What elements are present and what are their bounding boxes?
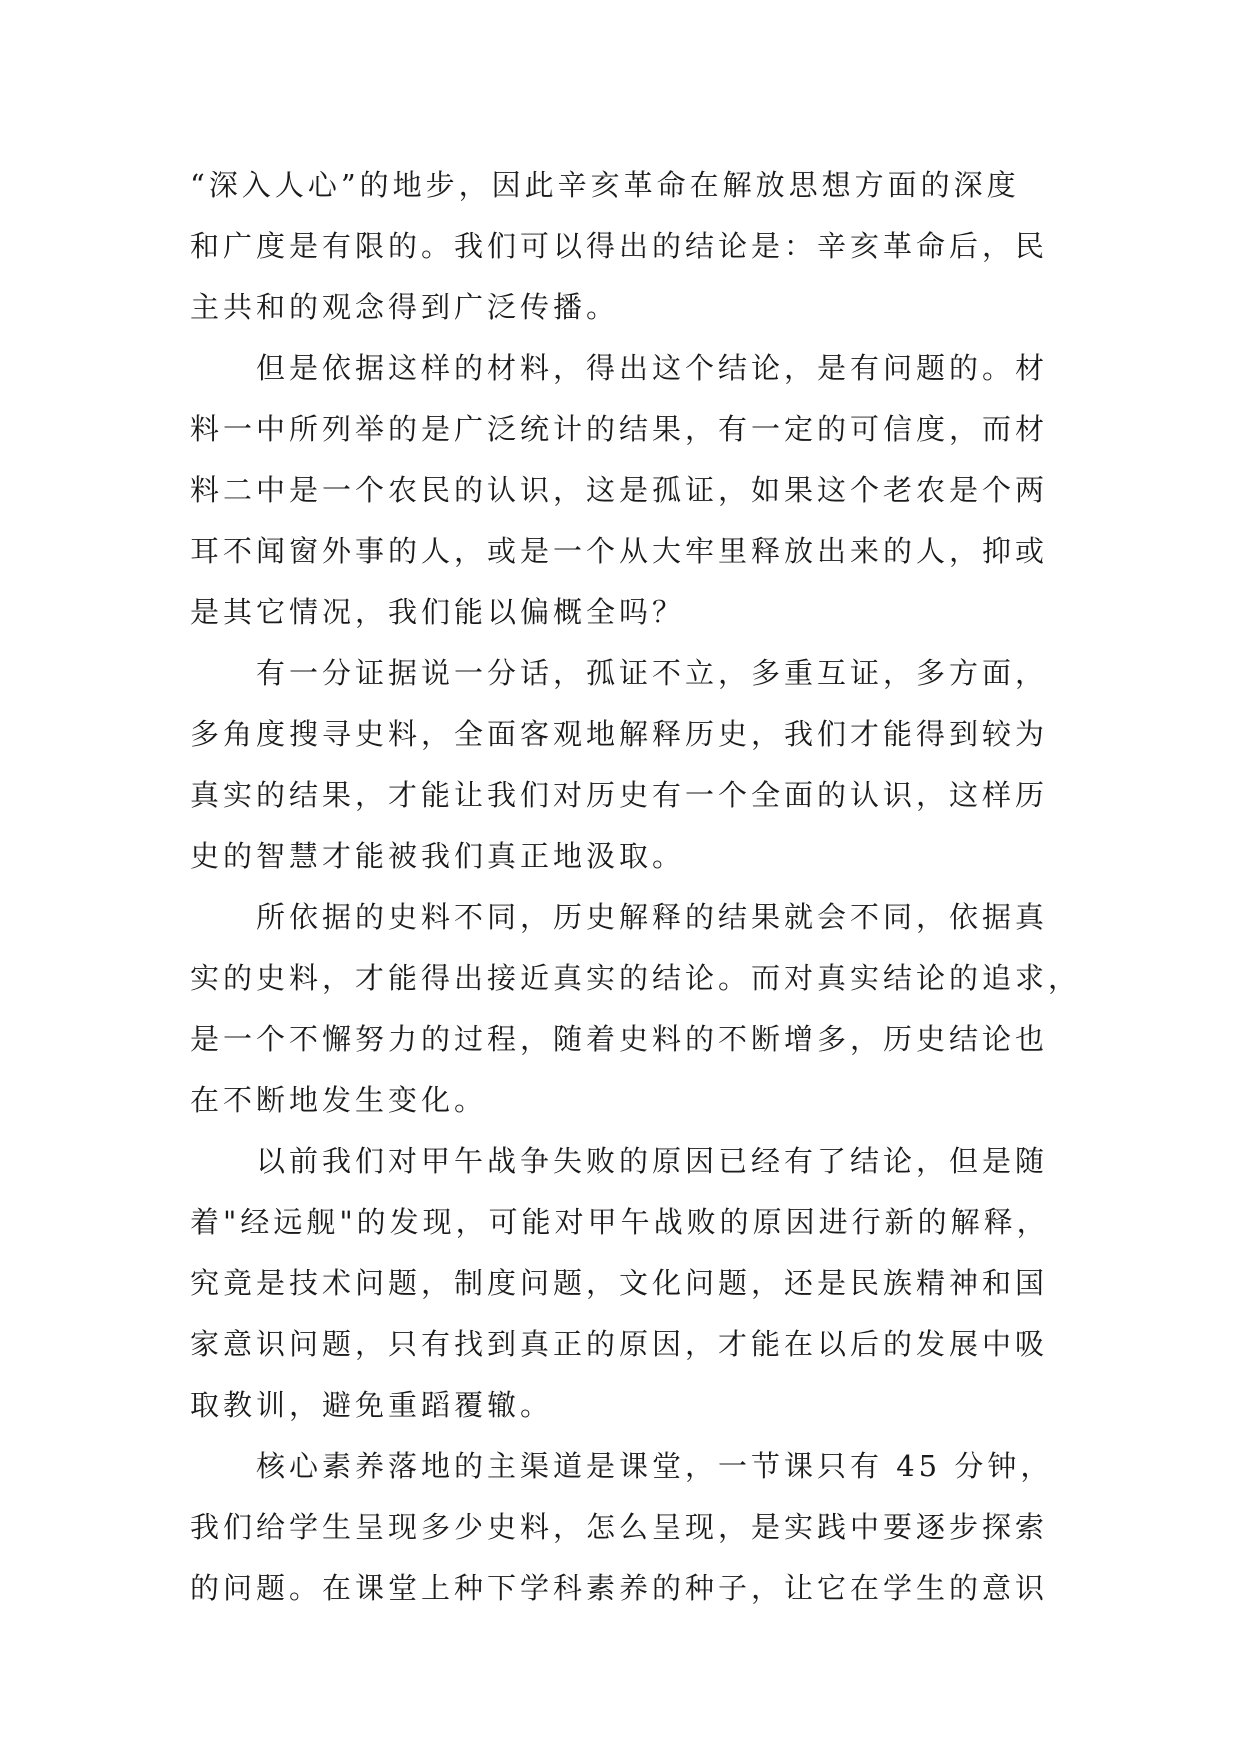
text-line: 真实的结果，才能让我们对历史有一个全面的认识，这样历 bbox=[190, 778, 1049, 812]
body-text bbox=[190, 155, 1082, 1619]
paragraph-1 bbox=[190, 155, 1050, 338]
text-line: 以前我们对甲午战争失败的原因已经有了结论，但是随 bbox=[256, 1144, 1049, 1178]
text-line: 有一分证据说一分话，孤证不立，多重互证，多方面， bbox=[256, 656, 1049, 690]
paragraph-5 bbox=[190, 1131, 1050, 1436]
text-line: 是一个不懈努力的过程，随着史料的不断增多，历史结论也 bbox=[190, 1022, 1049, 1056]
text-line: 究竟是技术问题，制度问题，文化问题，还是民族精神和国 bbox=[190, 1266, 1049, 1300]
text-line: 家意识问题，只有找到真正的原因，才能在以后的发展中吸 bbox=[190, 1327, 1049, 1361]
paragraph-2 bbox=[190, 338, 1050, 643]
text-line: 主共和的观念得到广泛传播。 bbox=[190, 290, 620, 324]
text-line: 料一中所列举的是广泛统计的结果，有一定的可信度，而材 bbox=[190, 412, 1049, 446]
text-line: 实的史料，才能得出接近真实的结论。而对真实结论的追求， bbox=[190, 961, 1082, 995]
paragraph-6 bbox=[190, 1436, 1054, 1619]
text-line: 多角度搜寻史料，全面客观地解释历史，我们才能得到较为 bbox=[190, 717, 1049, 751]
text-line: “深入人心”的地步，因此辛亥革命在解放思想方面的深度 bbox=[190, 168, 1020, 202]
text-line: 我们给学生呈现多少史料，怎么呈现，是实践中要逐步探索 bbox=[190, 1510, 1049, 1544]
text-line: 在不断地发生变化。 bbox=[190, 1083, 488, 1117]
paragraph-3 bbox=[190, 643, 1050, 887]
text-line: 取教训，避免重蹈覆辙。 bbox=[190, 1388, 554, 1422]
text-line: 所依据的史料不同，历史解释的结果就会不同，依据真 bbox=[256, 900, 1049, 934]
text-line: 的问题。在课堂上种下学科素养的种子，让它在学生的意识 bbox=[190, 1571, 1049, 1605]
text-line: 核心素养落地的主渠道是课堂，一节课只有 45 分钟， bbox=[256, 1449, 1054, 1483]
text-line: 是其它情况，我们能以偏概全吗？ bbox=[190, 595, 686, 629]
text-line: 着"经远舰"的发现，可能对甲午战败的原因进行新的解释， bbox=[190, 1205, 1050, 1239]
paragraph-4 bbox=[190, 887, 1082, 1131]
text-line: 史的智慧才能被我们真正地汲取。 bbox=[190, 839, 686, 873]
text-line: 料二中是一个农民的认识，这是孤证，如果这个老农是个两 bbox=[190, 473, 1049, 507]
text-line: 但是依据这样的材料，得出这个结论，是有问题的。材 bbox=[256, 351, 1049, 385]
text-line: 和广度是有限的。我们可以得出的结论是：辛亥革命后，民 bbox=[190, 229, 1049, 263]
text-line: 耳不闻窗外事的人，或是一个从大牢里释放出来的人，抑或 bbox=[190, 534, 1049, 568]
